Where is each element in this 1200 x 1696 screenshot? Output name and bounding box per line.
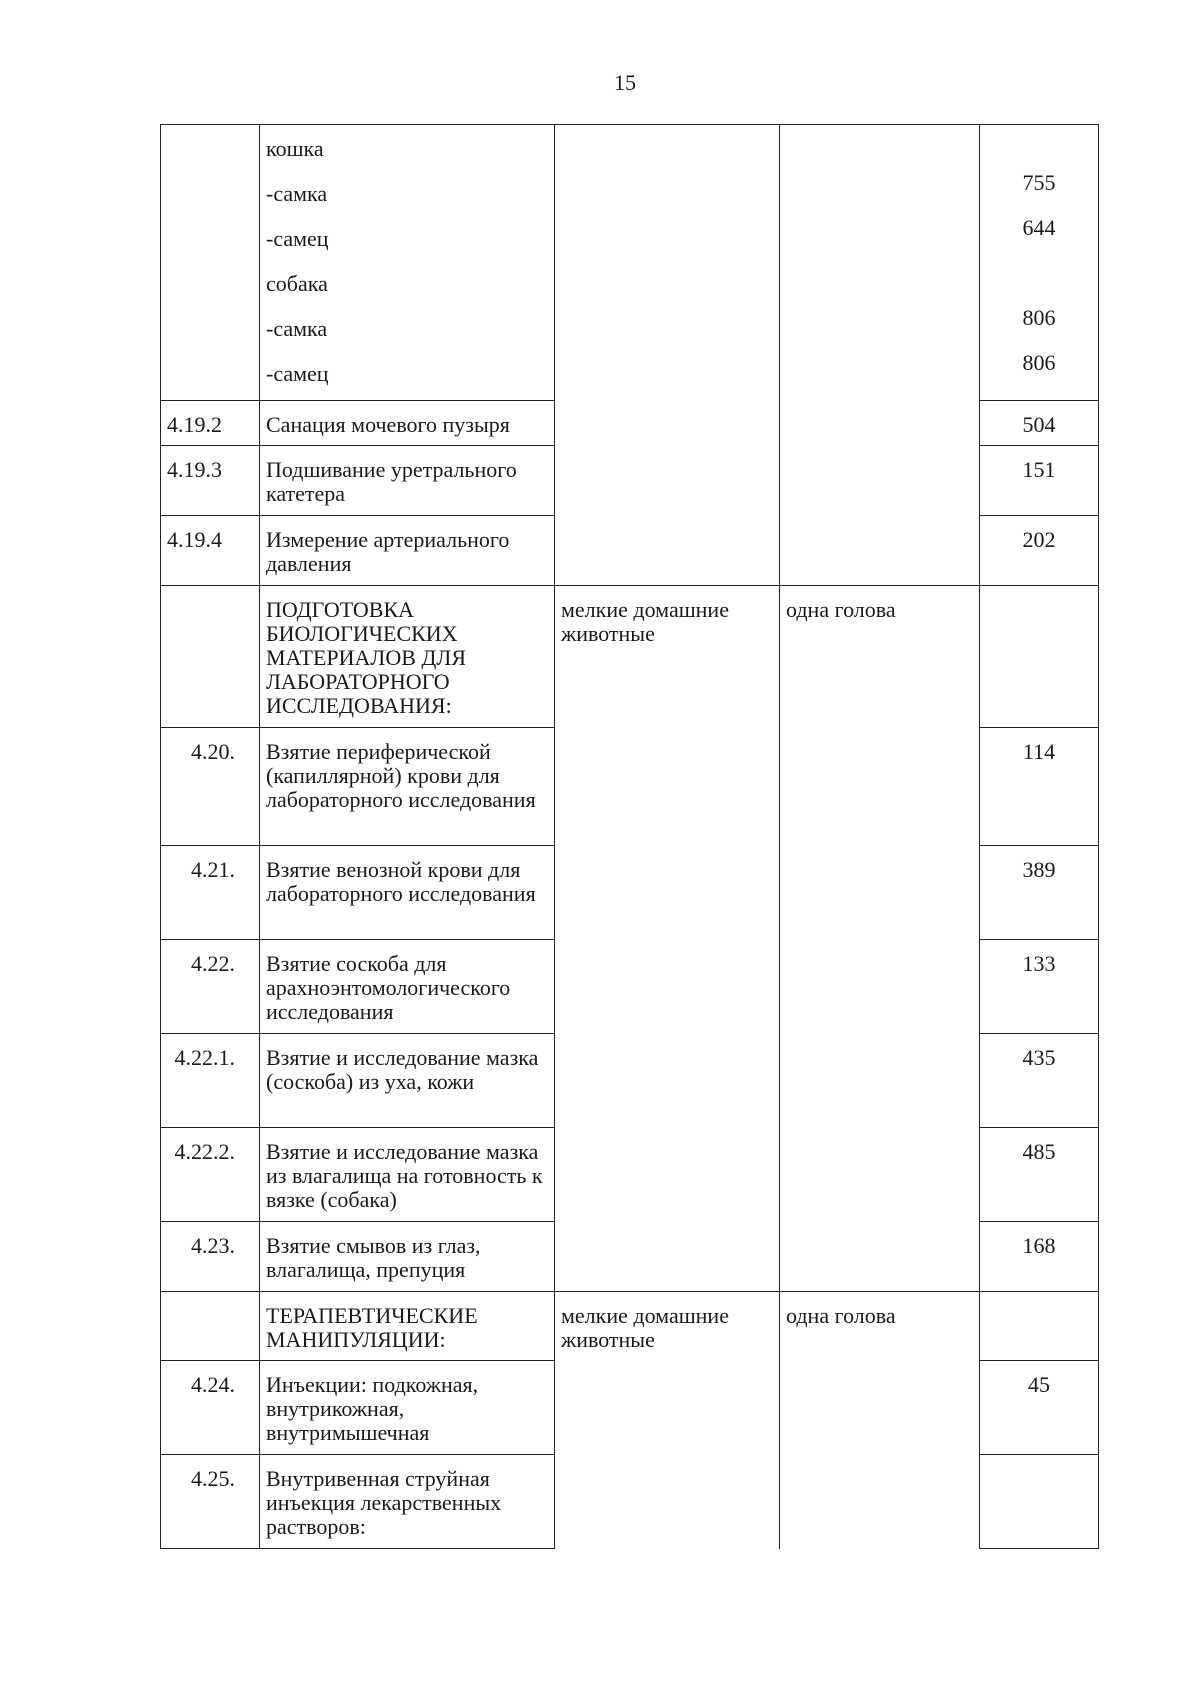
list-item: -самка — [266, 181, 328, 206]
row-number: 4.19.2 — [161, 401, 260, 446]
unit-cell: одна голова — [780, 1292, 980, 1549]
row-number: 4.21. — [161, 846, 260, 940]
row-price: 133 — [980, 940, 1099, 1034]
row-number: 4.20. — [161, 728, 260, 846]
row-price: 485 — [980, 1128, 1099, 1222]
list-item: кошка — [266, 136, 324, 161]
row-price: 504 — [980, 401, 1099, 446]
row-number: 4.25. — [161, 1455, 260, 1549]
section-title: ПОДГОТОВКА БИОЛОГИЧЕСКИХ МАТЕРИАЛОВ ДЛЯ ЛАБОРАТОРНОГО ИССЛЕДОВАНИЯ: — [260, 586, 555, 728]
row-price — [980, 1292, 1099, 1361]
price-value: 644 — [1022, 215, 1056, 240]
row-name: Взятие и исследование мазка из влагалища на готовность к вязке (собака) — [260, 1128, 555, 1222]
row-name: Инъекции: подкожная, внутрикожная, внутримышечная — [260, 1361, 555, 1455]
row-price: 202 — [980, 516, 1099, 586]
row-name: Санация мочевого пузыря — [260, 401, 555, 446]
sub-prices-cell — [980, 125, 1099, 401]
page-number: 15 — [614, 70, 636, 95]
row-price: 114 — [980, 728, 1099, 846]
row-price — [980, 586, 1099, 728]
table-row — [161, 125, 1099, 401]
section-header-row — [161, 586, 1099, 728]
row-price: 168 — [980, 1222, 1099, 1292]
section-header-row — [161, 1292, 1099, 1361]
row-number: 4.19.4 — [161, 516, 260, 586]
unit-cell — [780, 125, 980, 586]
row-name: Измерение артериального давления — [260, 516, 555, 586]
list-item: -самец — [266, 361, 329, 386]
unit-cell: одна голова — [780, 586, 980, 1292]
animal-cell: мелкие домашние животные — [555, 586, 780, 1292]
row-price: 45 — [980, 1361, 1099, 1455]
row-number: 4.23. — [161, 1222, 260, 1292]
row-number: 4.22.1. — [161, 1034, 260, 1128]
row-name: Взятие соскоба для арахноэнтомологического исследования — [260, 940, 555, 1034]
row-number — [161, 125, 260, 401]
sub-items-cell — [260, 125, 555, 401]
row-name: Взятие смывов из глаз, влагалища, препуция — [260, 1222, 555, 1292]
list-item: -самка — [266, 316, 328, 341]
row-number — [161, 586, 260, 728]
row-name: Взятие периферической (капиллярной) крови для лабораторного исследования — [260, 728, 555, 846]
price-table — [160, 124, 1099, 1549]
price-value: 806 — [1022, 350, 1056, 375]
price-value: 806 — [1022, 305, 1056, 330]
row-name: Взятие венозной крови для лабораторного исследования — [260, 846, 555, 940]
animal-cell: мелкие домашние животные — [555, 1292, 780, 1549]
row-number: 4.22. — [161, 940, 260, 1034]
row-name: Взятие и исследование мазка (соскоба) из уха, кожи — [260, 1034, 555, 1128]
row-number: 4.19.3 — [161, 446, 260, 516]
row-price: 435 — [980, 1034, 1099, 1128]
section-title: ТЕРАПЕВТИЧЕСКИЕ МАНИПУЛЯЦИИ: — [260, 1292, 555, 1361]
row-number: 4.24. — [161, 1361, 260, 1455]
row-name: Подшивание уретрального катетера — [260, 446, 555, 516]
list-item: -самец — [266, 226, 329, 251]
price-value: 755 — [1022, 170, 1056, 195]
row-price — [980, 1455, 1099, 1549]
row-name: Внутривенная струйная инъекция лекарственных растворов: — [260, 1455, 555, 1549]
row-price: 389 — [980, 846, 1099, 940]
row-number — [161, 1292, 260, 1361]
row-number: 4.22.2. — [161, 1128, 260, 1222]
animal-cell — [555, 125, 780, 586]
row-price: 151 — [980, 446, 1099, 516]
list-item: собака — [266, 271, 328, 296]
